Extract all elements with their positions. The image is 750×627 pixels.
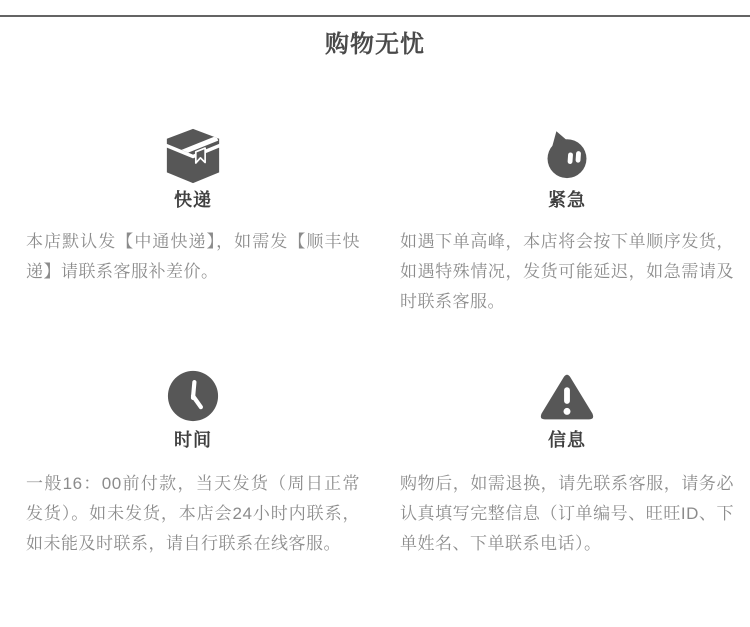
feature-time: [26, 367, 360, 453]
feature-label-info: 信息: [548, 430, 586, 450]
feature-label-express: 快递: [174, 190, 212, 210]
page-title: 购物无忧: [325, 31, 425, 58]
chat-bubble-icon: [400, 127, 734, 184]
feature-description-urgent: 如遇下单高峰，本店将会按下单顺序发货，如遇特殊情况，发货可能延迟，如急需请及时联系客服。: [400, 232, 734, 311]
feature-description-time: 一般16：00前付款，当天发货（周日正常发货）。如未发货，本店会24小时内联系，如未能及时联系，请自行联系在线客服。: [26, 474, 360, 553]
package-icon: [26, 127, 360, 184]
clock-icon: [26, 367, 360, 424]
feature-info: [400, 367, 734, 453]
feature-label-time: 时间: [174, 430, 212, 450]
warning-icon: [400, 367, 734, 424]
feature-description-info: 购物后，如需退换，请先联系客服，请务必认真填写完整信息（订单编号、旺旺ID、下单姓名、下单联系电话）。: [400, 474, 734, 553]
feature-label-urgent: 紧急: [548, 190, 586, 210]
feature-express: [26, 127, 360, 213]
features-grid: [0, 61, 750, 559]
top-divider: [0, 15, 750, 17]
feature-urgent: [400, 127, 734, 213]
feature-description-express: 本店默认发【中通快递】，如需发【顺丰快递】请联系客服补差价。: [26, 232, 360, 281]
